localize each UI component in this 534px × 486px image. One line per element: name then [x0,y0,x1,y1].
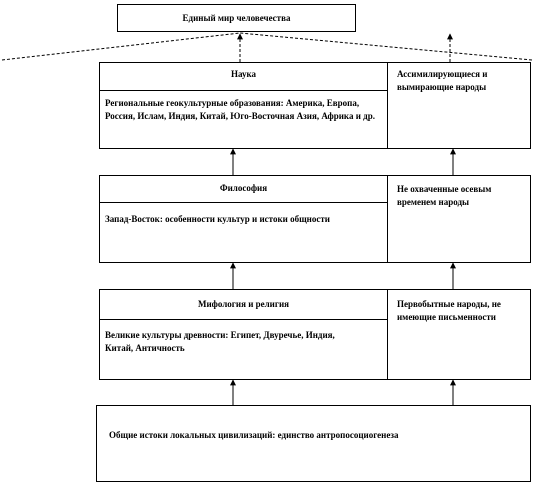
tier1-side-text: Ассимилирующиеся и вымирающие народы [397,69,488,92]
tier2-heading: Философия [219,183,268,193]
top-box [117,4,356,32]
tier3-side-text: Первобытные народы, не имеющие письменности [397,299,501,322]
tier1-divider [100,90,387,91]
tier2-main-box [99,175,388,263]
dashed-connector-left [2,33,240,60]
top-title: Единый мир человечества [182,13,291,23]
tier1-heading: Наука [230,69,257,79]
tier3-main-box [99,289,388,380]
tier3-heading: Мифология и религия [197,299,290,309]
tier1-body: Региональные геокультурные образования: Америка, Европа, Россия, Ислам, Индия, Китай, Юго-Восточная Азия, Африка и др. [105,98,375,121]
base-box [96,405,531,482]
tier2-divider [100,202,387,203]
dashed-connector-right [240,33,532,60]
tier3-side-box [387,289,531,380]
tier2-side-text: Не охваченные осевым временем народы [397,184,492,207]
tier3-body: Великие культуры древности: Египет, Двуречье, Индия, Китай, Античность [105,330,335,353]
tier2-body: Запад-Восток: особенности культур и истоки общности [105,214,330,224]
tier1-side-box [387,62,531,149]
base-text: Общие истоки локальных цивилизаций: единство антропосоциогенеза [109,430,399,440]
tier3-divider [100,319,387,320]
tier2-side-box [387,175,531,263]
tier1-main-box [99,62,388,149]
